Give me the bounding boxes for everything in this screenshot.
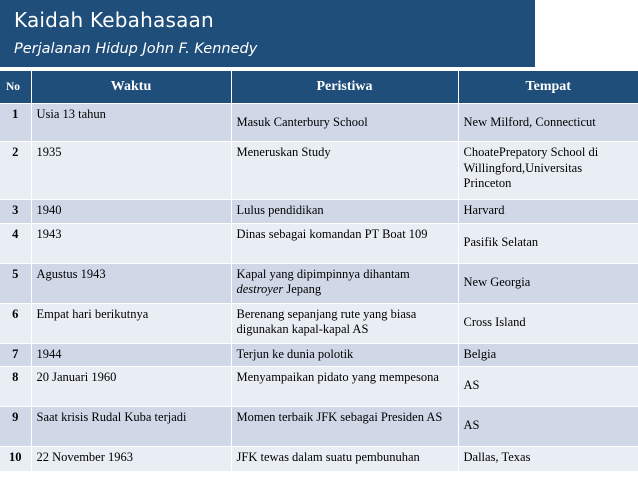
cell-peristiwa: Menyampaikan pidato yang mempesona xyxy=(231,367,458,407)
cell-tempat: Harvard xyxy=(458,200,638,224)
table-row xyxy=(0,104,638,142)
table-row xyxy=(0,223,638,263)
peristiwa-emphasis: destroyer xyxy=(236,282,284,297)
cell-tempat: ChoatePrepatory School di Willingford,Universitas Princeton xyxy=(458,142,638,200)
cell-no: 5 xyxy=(0,263,31,303)
cell-peristiwa: Masuk Canterbury School xyxy=(231,104,458,142)
table-row xyxy=(0,200,638,224)
cell-waktu: Empat hari berikutnya xyxy=(31,303,231,343)
cell-no: 3 xyxy=(0,200,31,224)
cell-peristiwa: Dinas sebagai komandan PT Boat 109 xyxy=(231,223,458,263)
table-row xyxy=(0,407,638,447)
slide-title: Kaidah Kebahasaan xyxy=(14,8,214,32)
cell-waktu: 1935 xyxy=(31,142,231,200)
cell-tempat: Pasifik Selatan xyxy=(458,223,638,263)
cell-tempat: Dallas, Texas xyxy=(458,447,638,471)
table-row xyxy=(0,263,638,303)
cell-waktu: Agustus 1943 xyxy=(31,263,231,303)
cell-waktu: Usia 13 tahun xyxy=(31,104,231,142)
slide-subtitle: Perjalanan Hidup John F. Kennedy xyxy=(14,41,258,57)
cell-no: 10 xyxy=(0,447,31,471)
table-row xyxy=(0,142,638,200)
cell-tempat: AS xyxy=(458,407,638,447)
header-waktu: Waktu xyxy=(31,71,231,104)
table-row xyxy=(0,367,638,407)
cell-no: 1 xyxy=(0,104,31,142)
cell-tempat: New Milford, Connecticut xyxy=(458,104,638,142)
table-row xyxy=(0,447,638,471)
header-peristiwa: Peristiwa xyxy=(231,71,458,104)
cell-waktu: Saat krisis Rudal Kuba terjadi xyxy=(31,407,231,447)
table-row xyxy=(0,303,638,343)
cell-peristiwa: JFK tewas dalam suatu pembunuhan xyxy=(231,447,458,471)
cell-peristiwa: Momen terbaik JFK sebagai Presiden AS xyxy=(231,407,458,447)
cell-tempat: New Georgia xyxy=(458,263,638,303)
peristiwa-text: Kapal yang dipimpinnya dihantam xyxy=(236,266,410,281)
cell-waktu: 22 November 1963 xyxy=(31,447,231,471)
cell-peristiwa xyxy=(231,263,458,303)
cell-waktu: 1944 xyxy=(31,343,231,367)
cell-no: 6 xyxy=(0,303,31,343)
cell-no: 8 xyxy=(0,367,31,407)
cell-no: 7 xyxy=(0,343,31,367)
timeline-table xyxy=(0,71,638,471)
peristiwa-text-end: Jepang xyxy=(283,282,322,297)
cell-tempat: AS xyxy=(458,367,638,407)
title-banner xyxy=(0,0,535,67)
cell-peristiwa: Berenang sepanjang rute yang biasa digunakan kapal-kapal AS xyxy=(231,303,458,343)
cell-waktu: 1940 xyxy=(31,200,231,224)
cell-tempat: Cross Island xyxy=(458,303,638,343)
cell-waktu: 20 Januari 1960 xyxy=(31,367,231,407)
cell-tempat: Belgia xyxy=(458,343,638,367)
cell-no: 9 xyxy=(0,407,31,447)
cell-peristiwa: Terjun ke dunia polotik xyxy=(231,343,458,367)
table-header-row xyxy=(0,71,638,104)
table-row xyxy=(0,343,638,367)
cell-no: 4 xyxy=(0,223,31,263)
cell-no: 2 xyxy=(0,142,31,200)
header-tempat: Tempat xyxy=(458,71,638,104)
header-no: No xyxy=(0,71,31,104)
cell-peristiwa: Lulus pendidikan xyxy=(231,200,458,224)
cell-peristiwa: Meneruskan Study xyxy=(231,142,458,200)
cell-waktu: 1943 xyxy=(31,223,231,263)
